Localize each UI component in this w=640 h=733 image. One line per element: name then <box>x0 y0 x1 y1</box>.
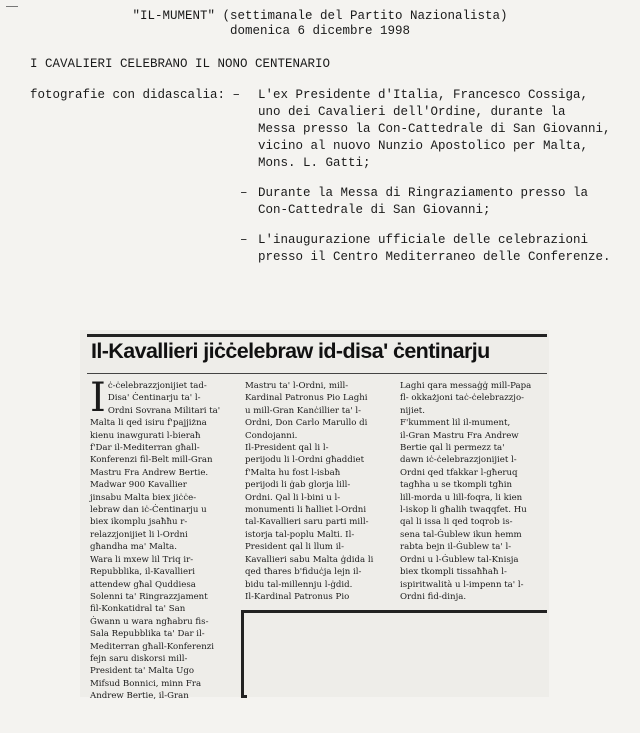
article-line: Andrew Bertie, il-Gran <box>90 691 189 702</box>
article-line: ispiritwalità u l-impenn ta' l- <box>400 579 524 590</box>
article-line: Kavallieri sabu Malta ġdida li <box>245 554 374 565</box>
caption-list <box>240 87 611 279</box>
article-line: il-Gran Mastru Fra Andrew <box>400 430 519 441</box>
headline-rule-top <box>87 334 547 337</box>
clipping-frame-rule <box>241 610 244 697</box>
article-line: l-iskop li għalih twaqqfet. Hu <box>400 505 527 516</box>
article-line: Ordni, Don Carlo Marullo di <box>245 418 368 429</box>
article-line: biex tkompli tissaħħaħ l- <box>400 567 507 578</box>
article-line: Mifsud Bonnici, minn Fra <box>90 678 202 689</box>
article-line: Ordni fid-dinja. <box>400 591 467 602</box>
article-column-1 <box>90 375 240 703</box>
article-line: Ġwann u wara ngħabru fis- <box>90 616 209 627</box>
article-line: Il-President qal li l- <box>245 443 329 454</box>
caption-line: Messa presso la Con-Cattedrale di San Giovanni, <box>258 122 611 136</box>
article-line: Mastru Fra Andrew Bertie. <box>90 467 209 478</box>
article-line: qal li issa li qed toqrob is- <box>400 517 513 528</box>
caption-line: L'inaugurazione ufficiale delle celebrazioni <box>258 233 589 247</box>
article-line: Ordni Sovrana Militari ta' <box>107 405 221 416</box>
caption-line: uno dei Cavalieri dell'Ordine, durante la <box>258 105 566 119</box>
article-line: Laghi qara messaġġ mill-Papa <box>400 381 532 391</box>
clipping-headline: Il-Kavallieri jiċċelebraw id-disa' ċentinarju <box>91 339 490 363</box>
article-line: Bertie qal li permezz ta' <box>400 443 505 454</box>
article-line: u mill-Gran Kanċillier ta' l- <box>245 405 362 416</box>
caption-item <box>240 232 611 266</box>
article-line: President qal li llum il- <box>245 542 345 553</box>
article-line: sena tal-Ġublew ikun hemm <box>400 529 522 540</box>
article-line: Solenni ta' Ringrazzjament <box>90 591 208 602</box>
article-line: ċ-ċelebrazzjonijiet tad- <box>107 381 207 391</box>
article-line: Ordni. Qal li l-bini u l- <box>245 492 341 503</box>
article-line: Mastru ta' l-Ordni, mill- <box>245 381 349 391</box>
article-column-2 <box>245 380 395 603</box>
article-line: qed tħares b'fiduċja lejn il- <box>245 567 362 578</box>
clipping-frame-rule <box>241 695 247 698</box>
article-line: Ordni u l-Ġublew tal-Knisja <box>400 554 519 565</box>
article-line: għandha ma' Malta. <box>90 542 177 553</box>
captions-lead: fotografie con didascalia: – <box>30 88 241 102</box>
article-line: biex ikomplu jsaħħu r- <box>90 517 188 528</box>
article-line: monumenti li ħalliet l-Ordni <box>245 505 367 516</box>
caption-dash: – <box>240 233 248 247</box>
subject-line: I CAVALIERI CELEBRANO IL NONO CENTENARIO <box>30 57 331 71</box>
caption-line: Durante la Messa di Ringraziamento presso la <box>258 186 589 200</box>
article-line: lebraw dan iċ-Ċentinarju u <box>90 505 207 516</box>
article-line: bidu tal-millennju l-ġdid. <box>245 579 353 590</box>
caption-dash: – <box>240 186 248 200</box>
article-line: kienu inawgurati l-bieraħ <box>90 430 201 441</box>
article-line: relazzjonijiet li l-Ordni <box>90 529 188 540</box>
article-line: attendew għal Quddiesa <box>90 579 196 590</box>
article-line: f'Malta hu fost l-isbaħ <box>245 467 341 478</box>
corner-mark <box>6 6 18 7</box>
article-line: rabta bejn il-Ġublew ta' l- <box>400 542 512 553</box>
article-line: dawn iċ-ċelebrazzjonijiet l- <box>400 455 517 466</box>
article-line: Malta li qed isiru f'pajjiżna <box>90 418 207 429</box>
caption-item <box>240 87 611 172</box>
article-line: Wara li mxew lil Triq ir- <box>90 554 194 565</box>
article-line: Konferenzi fil-Belt mill-Gran <box>90 455 213 466</box>
article-line: jinsabu Malta biex jiċċe- <box>90 492 197 503</box>
article-line: Mediterran għall-Konferenzi <box>90 641 215 652</box>
article-line: nijiet. <box>400 405 425 416</box>
clipping-frame-rule <box>241 610 547 613</box>
date-line: domenica 6 dicembre 1998 <box>229 24 411 38</box>
caption-line: presso il Centro Mediterraneo delle Conferenze. <box>258 250 611 264</box>
caption-item <box>240 185 611 219</box>
article-line: tagħha u se tkompli tgħin <box>400 480 512 491</box>
article-line: Sala Repubblika ta' Dar il- <box>90 629 205 640</box>
article-line: President ta' Malta Ugo <box>90 666 195 677</box>
caption-dash <box>240 87 258 172</box>
article-line: istorja tal-poplu Malti. Il- <box>245 529 355 540</box>
article-line: F'kumment lil il-mument, <box>400 418 511 429</box>
article-line: f'Dar il-Mediterran għall- <box>90 443 200 454</box>
article-line: perijodu li l-Ordni għaddiet <box>245 455 365 466</box>
article-column-3 <box>400 380 550 603</box>
article-line: lill-morda u lill-foqra, li kien <box>400 492 523 503</box>
publication-line: "IL-MUMENT" (settimanale del Partito Nazionalista) <box>132 9 508 23</box>
article-line: Condojanni. <box>245 430 298 441</box>
caption-line: vicino al nuovo Nunzio Apostolico per Malta, <box>258 139 589 153</box>
article-line: Il-Kardinal Patronus Pio <box>245 591 350 602</box>
caption-line: L'ex Presidente d'Italia, Francesco Cossiga, <box>258 88 589 102</box>
article-line: Kardinal Patronus Pio Laghi <box>245 393 368 404</box>
article-line: Disa' Ċentinarju ta' l- <box>107 393 201 404</box>
caption-line: Con-Cattedrale di San Giovanni; <box>258 203 491 217</box>
caption-line: Mons. L. Gatti; <box>258 156 371 170</box>
drop-cap: I <box>90 375 106 421</box>
article-line: tal-Kavallieri saru parti mill- <box>245 517 369 528</box>
article-line: perijodi li ġab glorja lill- <box>245 480 351 491</box>
article-line: Ordni qed tfakkar l-għeruq <box>400 467 518 478</box>
article-line: fl- okkażjoni taċ-ċelebrazzjo- <box>400 393 525 404</box>
article-line: fil-Konkatidral ta' San <box>90 604 186 615</box>
article-line: fejn saru diskorsi mill- <box>90 653 188 664</box>
article-line: Repubblika, il-Kavallieri <box>90 567 195 578</box>
headline-rule-bottom <box>87 373 547 374</box>
article-line: Madwar 900 Kavallier <box>90 480 187 491</box>
